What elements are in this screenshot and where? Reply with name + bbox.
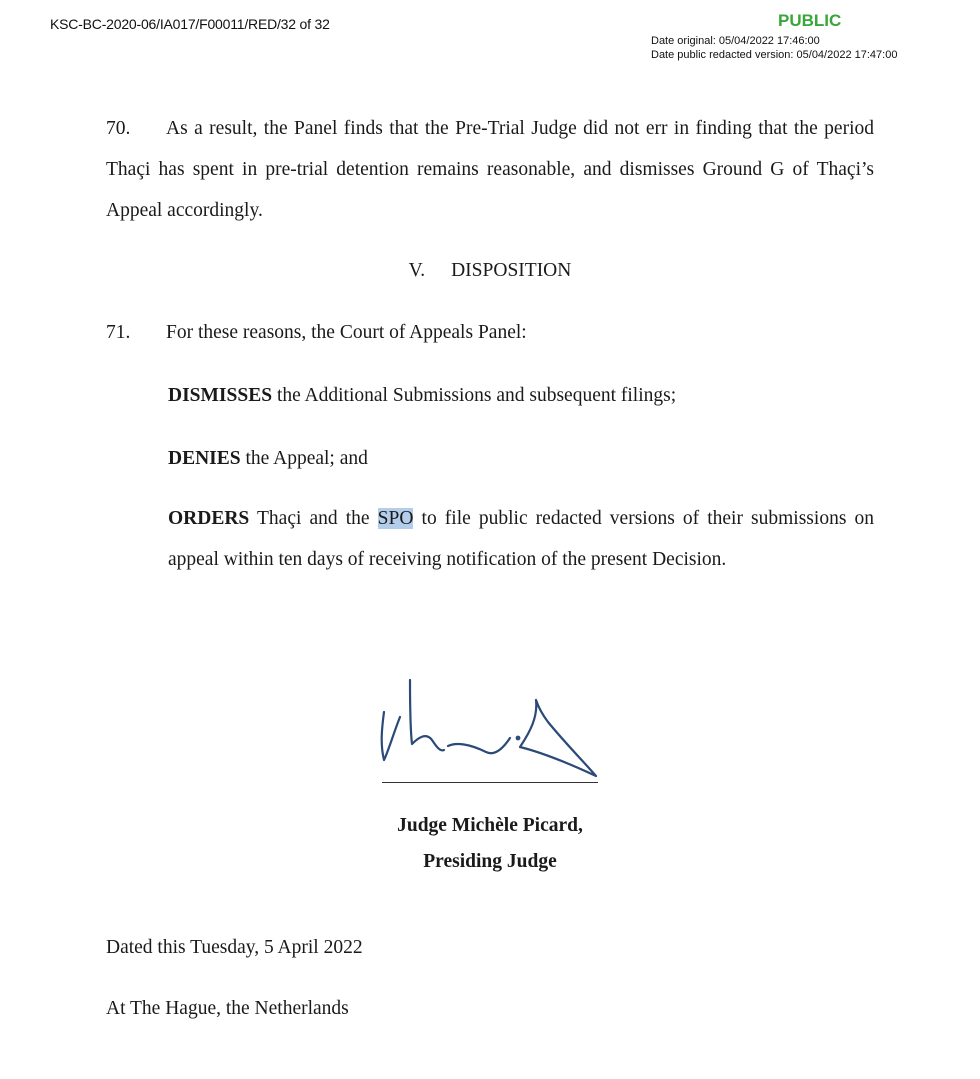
order-text: Thaçi and the xyxy=(249,508,378,529)
highlighted-spo[interactable]: SPO xyxy=(377,508,414,529)
handwritten-signature xyxy=(370,672,610,782)
place-line: At The Hague, the Netherlands xyxy=(106,998,349,1019)
order-dismisses xyxy=(168,375,874,416)
section-numeral: V. xyxy=(408,260,426,281)
dated-line: Dated this Tuesday, 5 April 2022 xyxy=(106,937,363,958)
order-denies xyxy=(168,438,874,479)
order-text: to file public redacted versions of their submissions on appeal within ten days of receiving notification of the present Decision. xyxy=(168,508,874,570)
signature-line xyxy=(382,782,598,783)
paragraph-number-71: 71. xyxy=(106,322,131,343)
order-orders xyxy=(168,498,874,580)
paragraph-71-text: For these reasons, the Court of Appeals Panel: xyxy=(166,322,527,343)
judge-name: Judge Michèle Picard, xyxy=(397,815,583,836)
date-public-redacted: Date public redacted version: 05/04/2022 17:47:00 xyxy=(651,49,898,61)
order-verb: ORDERS xyxy=(168,508,250,529)
order-verb: DISMISSES xyxy=(168,385,273,406)
judge-title: Presiding Judge xyxy=(423,851,557,872)
paragraph-70-text: As a result, the Panel finds that the Pre-Trial Judge did not err in finding that the period Thaçi has spent in pre-trial detention remains reasonable, and dismisses Ground G of Thaçi’s Appeal accordingly. xyxy=(106,118,874,221)
document-id: KSC-BC-2020-06/IA017/F00011/RED/32 of 32 xyxy=(50,16,330,32)
public-label: PUBLIC xyxy=(778,11,842,30)
order-verb: DENIES xyxy=(168,448,241,469)
paragraph-number-70: 70. xyxy=(106,118,131,139)
section-heading xyxy=(0,260,980,282)
section-title: DISPOSITION xyxy=(451,260,572,281)
date-original: Date original: 05/04/2022 17:46:00 xyxy=(651,35,820,47)
order-text: the Appeal; and xyxy=(240,448,368,469)
order-text: the Additional Submissions and subsequent filings; xyxy=(272,385,677,406)
